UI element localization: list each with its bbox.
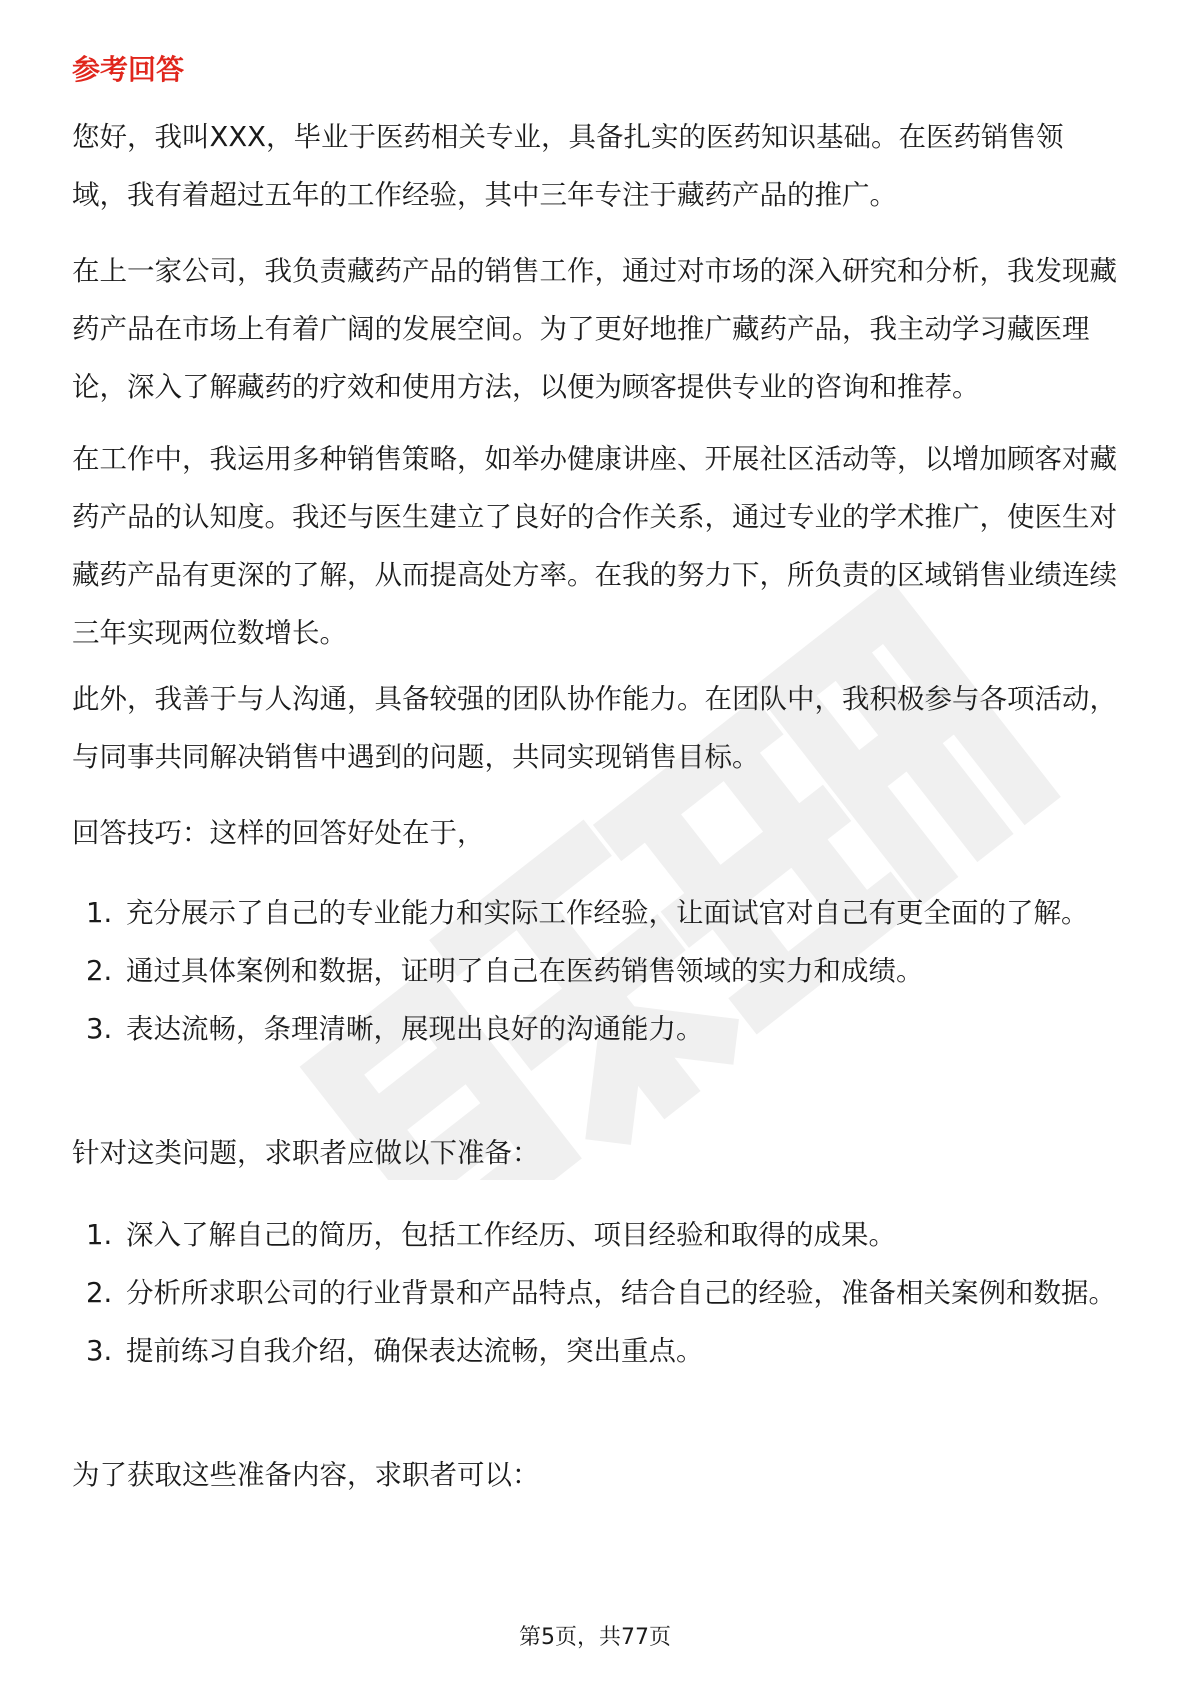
list-item [72, 1000, 1118, 1058]
list-item [72, 942, 1118, 1000]
list-item [72, 1264, 1118, 1322]
page-number: 第5页，共77页 [519, 1625, 671, 1650]
list-item [72, 884, 1118, 942]
list-text: 充分展示了自己的专业能力和实际工作经验，让面试官对自己有更全面的了解。 [126, 897, 1089, 929]
tips-intro: 回答技巧：这样的回答好处在于， [72, 817, 485, 849]
paragraph-teamwork: 此外，我善于与人沟通，具备较强的团队协作能力。在团队中，我积极参与各项活动，与同事共同解决销售中遇到的问题，共同实现销售目标。 [72, 683, 1117, 773]
paragraph-intro: 您好，我叫XXX，毕业于医药相关专业，具备扎实的医药知识基础。在医药销售领域，我有着超过五年的工作经验，其中三年专注于藏药产品的推广。 [72, 121, 1064, 211]
list-text: 通过具体案例和数据，证明了自己在医药销售领域的实力和成绩。 [126, 955, 924, 987]
paragraph-previous-company: 在上一家公司，我负责藏药产品的销售工作，通过对市场的深入研究和分析，我发现藏药产品在市场上有着广阔的发展空间。为了更好地推广藏药产品，我主动学习藏医理论，深入了解藏药的疗效和使用方法，以便为顾客提供专业的咨询和推荐。 [72, 255, 1117, 403]
list-text: 提前练习自我介绍，确保表达流畅，突出重点。 [126, 1335, 704, 1367]
list-number: 3. [86, 1013, 113, 1045]
closing-line: 为了获取这些准备内容，求职者可以： [72, 1459, 540, 1491]
list-number: 3. [86, 1335, 113, 1367]
list-number: 2. [86, 955, 113, 987]
list-item [72, 1322, 1118, 1380]
paragraph-sales-strategy: 在工作中，我运用多种销售策略，如举办健康讲座、开展社区活动等，以增加顾客对藏药产品的认知度。我还与医生建立了良好的合作关系，通过专业的学术推广，使医生对藏药产品有更深的了解，从而提高处方率。在我的努力下，所负责的区域销售业绩连续三年实现两位数增长。 [72, 443, 1117, 649]
list-number: 1. [86, 1219, 113, 1251]
list-item [72, 1206, 1118, 1264]
prep-list [72, 1206, 1118, 1380]
list-text: 深入了解自己的简历，包括工作经历、项目经验和取得的成果。 [126, 1219, 896, 1251]
list-number: 2. [86, 1277, 113, 1309]
list-text: 分析所求职公司的行业背景和产品特点，结合自己的经验，准备相关案例和数据。 [126, 1277, 1116, 1309]
section-heading: 参考回答 [72, 53, 185, 86]
prep-intro: 针对这类问题，求职者应做以下准备： [72, 1137, 540, 1169]
list-number: 1. [86, 897, 113, 929]
list-text: 表达流畅，条理清晰，展现出良好的沟通能力。 [126, 1013, 704, 1045]
tips-list [72, 884, 1118, 1058]
